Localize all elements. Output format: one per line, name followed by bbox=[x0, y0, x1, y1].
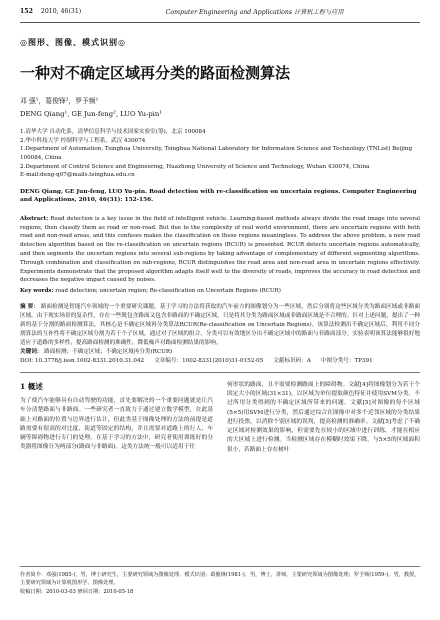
body-text-left: 为了使汽车能够具有自动驾驶的功能，首先要解决的一个重要问题就是让汽车分清楚路面与非路面。一些研究者一直致力于通过建立数学模型，在此基础上对路面的位置与边界进行估计，但此类基于图像处理的方法的前提是道路需要有很高的对比度、街道等固定的结构，并且需要对道路上的行人、车辆等障碍物进行专门的处理。在基于学习的方法中，研究者使用训练好的分类器将图像分为两部分(路面与非路面)。这类方法统一般可以适用于任 bbox=[20, 398, 213, 451]
doi: DOI: 10.3778/j.issn.1002-8331.2010.31.042 bbox=[20, 357, 145, 364]
abstract-text: Road detection is a key issue in the field of intelligent vehicle. Learning-based methods always divide the road image into several regions, then classify them as road or non-road. But due to the complexity of real world environment, there are uncertain regions with both road and non-road areas, and this confuses makes the classification on these regions meaningless. To address the above problem, a new road detection algorithm based on the re-classification on uncertain regions (RCUR) is presented. RCUR detects uncertain regions automatically, and then segments the uncertain regions into several sub-regions by taking advantage of complementary of different segmenting algorithms. Through combination and classification on sub-regions, RCUR distinguishes the road area and non-road area in uncertain regions effectively. Experiments demonstrate that the proposed algorithm adapts itself well to the diversity of roads, improves the accuracy in road detection and decreases the negative impact caused by noises. bbox=[20, 215, 420, 284]
journal-name: Computer Engineering and Applications 计算机工程与应用 bbox=[165, 8, 344, 16]
article-number: 文章编号：1002-8331(2010)31-0152-05 bbox=[154, 357, 264, 364]
keywords-cn-label: 关键词： bbox=[20, 349, 43, 356]
abstract-label: Abstract: bbox=[20, 215, 49, 222]
document-code: 文献标识码：A bbox=[273, 357, 311, 364]
author-bio: 作者简介：邓强(1985-)，男，博士研究生，主要研究领域为图像处理、模式识别；葛俊锋(1981-)，男，博士，讲师，主要研究领域为图像处理；罗予频(1959-)，男，教授，主要研究领域为计算机图形学、图像处理。 bbox=[20, 572, 420, 587]
affiliation-line: 2.Department of Control Science and Engineering, Huazhong University of Science and Technology, Wuhan 430074, China bbox=[20, 163, 370, 170]
abstract-chinese bbox=[20, 303, 420, 348]
keywords-text: road detection; uncertain region; Re-classification on Uncertain Regions (RCUR) bbox=[55, 288, 281, 295]
footnote bbox=[20, 566, 420, 596]
keywords-english bbox=[20, 287, 420, 295]
left-column bbox=[20, 381, 213, 455]
keywords-label: Key words: bbox=[20, 288, 54, 295]
abstract-english bbox=[20, 215, 420, 285]
affiliation-line: 1.Department of Automation, Tsinghua University, Tsinghua National Laboratory for Information Science and Technology (TNList) Beijing 100084, China bbox=[20, 146, 413, 161]
body-text-right: 何形状的路面，且不需要检测路面上的障碍物。文献[4]将图像划分为若干个固定大小的区域(31×31)，以区域为单位提取颜色特征并使用SVM分类。不过所用分类得到的不确定区域所带来的问题。文献[5]对图像的每个区域(5×5)用SVM进行分类，然后通过综合在图像中对多个近邻区域的分类结果进行投票，以消除个别区域的误判，提高检测的准确率。文献[5]考虑了不确定区域对检测效果的影响，但需要先在较小的区域中进行训练，才能在相应的大区域上进行检测。当检测区域存在模糊时效果下降，与5×5的区域面积很小，若路面上存在树叶 bbox=[227, 381, 420, 453]
section-heading: 1 概述 bbox=[20, 381, 43, 391]
page-header bbox=[20, 0, 420, 23]
classification-number: 中图分类号：TP391 bbox=[320, 357, 373, 364]
abstract-cn-text: 路面检测是智能汽车领域的一个重要研究课题。基于学习的方法将获取的汽车前方的图像划分为一些区域，然后分别将这些区域分类为路面区域或非路面区域。由于现实场景的复杂性，存在一些既包含路面又包含非路面的不确定区域，只是将其分类为路面区域或非路面区域是不合理的。针对上述问题，提出了一种新的基于分割的路面检测算法，其核心是不确定区域再分类算法RCUR(Re-classification on Uncertain Regions)。该算法检测出不确定区域后，利用不同分割算法的互补性将不确定区域分割为若干个子区域，通过对子区域的组合，分类可以有效地区分出不确定区域中的路面与非路面部分。实验表明该算法能够很好地适应于道路的多样性，提高路面检测的准确性，降低噪声对路面检测结果的影响。 bbox=[20, 304, 421, 347]
affiliations bbox=[20, 128, 420, 180]
received-date: 收稿日期：2010-03-03 修回日期：2010-05-18 bbox=[20, 588, 134, 595]
authors-english: DENG Qiang¹, GE Jun-feng², LUO Yu-pin¹ bbox=[20, 110, 162, 118]
citation-english: DENG Qiang, GE Jun-feng, LUO Yu-pin. Road detection with re-classification on uncertain regions. Computer Engineering and Applications, 2010, 46(31): 152-156. bbox=[20, 188, 417, 204]
body-columns bbox=[20, 381, 420, 455]
section-category: ◎图形、图像、模式识别◎ bbox=[20, 37, 126, 47]
abstract-cn-label: 摘 要： bbox=[20, 304, 39, 311]
divider bbox=[20, 372, 420, 373]
email: E-mail:deng-q07@mails.tsinghua.edu.cn bbox=[20, 172, 135, 179]
affiliation-line: 2.华中科技大学 控制科学与工程系，武汉 430074 bbox=[20, 137, 146, 144]
page-number: 152 bbox=[20, 7, 33, 15]
authors-chinese: 邓 强¹，葛俊锋²，罗予频¹ bbox=[20, 97, 99, 105]
keywords-cn-text: 路面检测；不确定区域；不确定区域再分类(RCUR) bbox=[44, 349, 173, 356]
article-meta bbox=[20, 357, 420, 366]
keywords-chinese bbox=[20, 348, 420, 357]
affiliation-line: 1.清华大学 自动化系，清华信息科学与技术国家实验室(筹)，北京 100084 bbox=[20, 129, 206, 135]
right-column bbox=[227, 381, 420, 455]
issue-info: 2010, 46(31) bbox=[40, 7, 82, 15]
paper-title: 一种对不确定区域再分类的路面检测算法 bbox=[20, 64, 291, 82]
